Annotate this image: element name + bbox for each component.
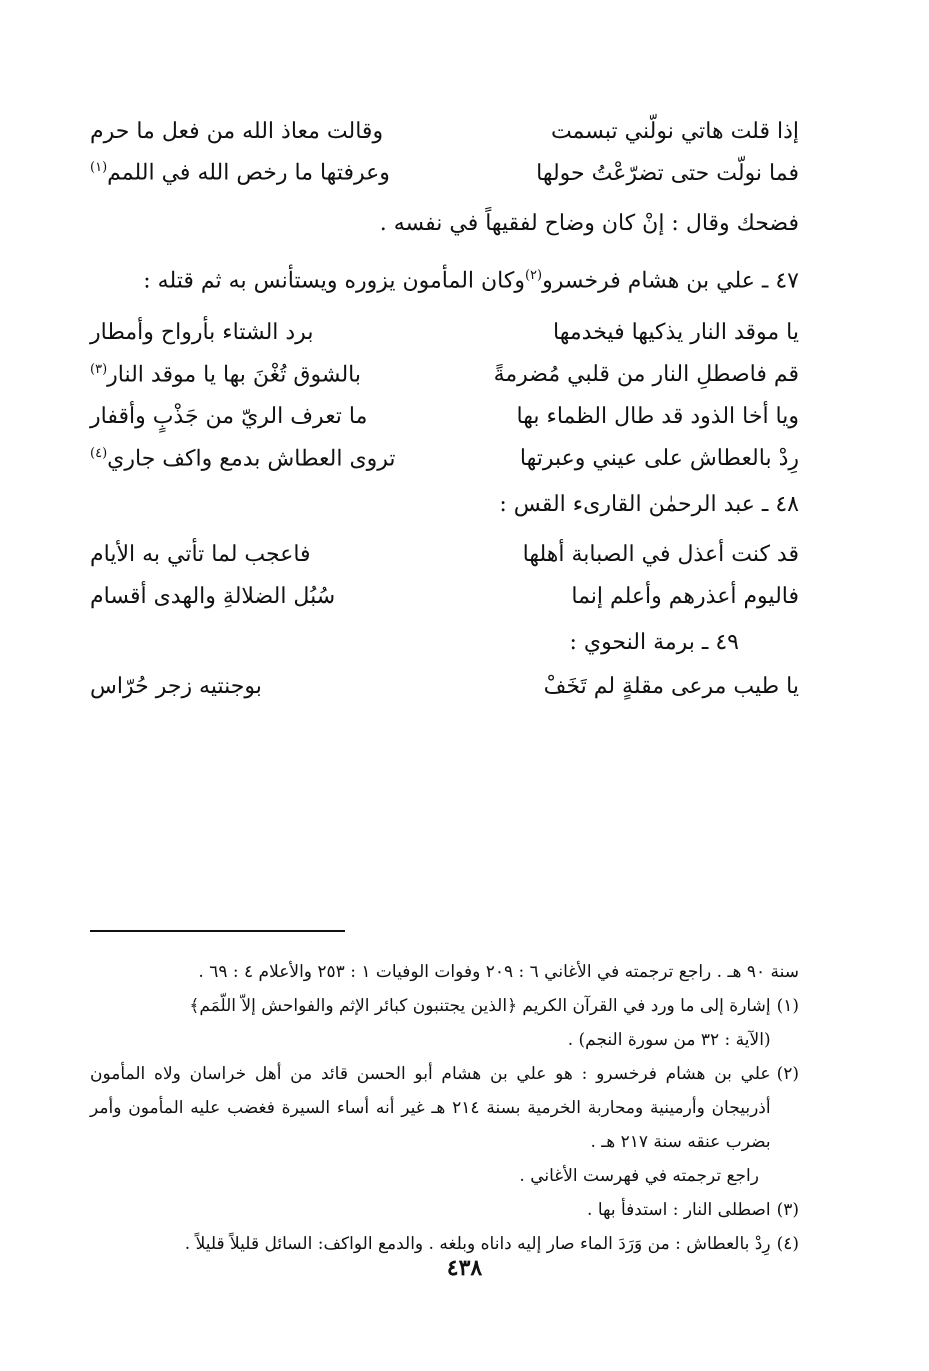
first-hemistich: إذا قلت هاتي نولّني تبسمت (550, 118, 799, 144)
first-hemistich: يا موقد النار يذكيها فيخدمها (553, 319, 799, 345)
prose-paragraph: فضحك وقال : إنْ كان وضاح لفقيهاً في نفسه . (379, 211, 799, 236)
footnote-1 (90, 989, 799, 1057)
second-hemistich (90, 362, 423, 387)
hemistich-text: تروى العطاش بدمع واكف جاري (107, 445, 396, 471)
first-hemistich: فما نولّت حتى تضرّعْتُ حولها (536, 160, 799, 186)
first-hemistich: قم فاصطلِ النار من قلبي مُضرمةً (493, 361, 799, 387)
entry-47 (90, 254, 799, 303)
footnote-text: رِدْ بالعطاش : من وَرَدَ الماء صار إليه داناه وبلغه . والدمع الواكف: السائل قليلاً قليلاً . (184, 1234, 771, 1254)
footnote-line: إشارة إلى ما ورد في القرآن الكريم ﴿الذين يجتنبون كبائر الإثم والفواحش إلاّ اللّمَم﴾ (189, 996, 771, 1016)
verse-line (90, 395, 799, 437)
verse-line (90, 353, 799, 395)
footnote-number: (٣) (776, 1200, 799, 1220)
footnote-2 (90, 1057, 799, 1159)
footnote-3 (90, 1193, 799, 1227)
verse-line (90, 437, 799, 479)
footnote-number: (١) (776, 996, 799, 1016)
poem-verses-b (90, 311, 799, 479)
verse-line (90, 110, 799, 152)
footnotes (90, 955, 799, 1261)
footnote-ref: (٢) (524, 268, 543, 283)
second-hemistich: برد الشتاء بأرواح وأمطار (90, 319, 314, 345)
page-content (90, 110, 799, 1371)
poem-verses-d (90, 665, 799, 707)
footnote-text: علي بن هشام فرخسرو : هو علي بن هشام أبو الحسن قائد من أهل خراسان ولاه المأمون أذربيجان وأرمينية ومحاربة الخرمية بسنة ٢١٤ هـ غير أنه أساء السيرة فغضب عليه المأمون وأمر بضرب عنقه سنة ٢١٧ هـ . (90, 1064, 771, 1152)
entry-name: علي بن هشام فرخسرو (542, 268, 755, 294)
footnote-ref: (١) (90, 160, 108, 176)
second-hemistich: وقالت معاذ الله من فعل ما حرم (90, 118, 384, 144)
footnote-number: (٤) (776, 1234, 799, 1254)
second-hemistich: بوجنتيه زجر حُرّاس (90, 673, 262, 699)
poem-verses-c (90, 533, 799, 617)
footnote-text (90, 989, 771, 1057)
verse-line (90, 533, 799, 575)
second-hemistich (90, 160, 423, 185)
verse-line (90, 311, 799, 353)
entry-text: وكان المأمون يزوره ويستأنس به ثم قتله : (143, 268, 525, 294)
footnote-number: (٢) (776, 1064, 799, 1084)
first-hemistich: يا طيب مرعى مقلةٍ لم تَخَفْ (543, 673, 799, 699)
page-number: ٤٣٨ (446, 1255, 483, 1281)
second-hemistich (90, 446, 423, 471)
hemistich-text: وعرفتها ما رخص الله في اللمم (107, 160, 390, 186)
entry-49: ٤٩ ـ برمة النحوي : (569, 630, 739, 656)
hemistich-text: بالشوق تُغْنَ بها يا موقد النار (107, 361, 361, 387)
footnote-ref: (٤) (90, 445, 108, 461)
footnote-2-reference (90, 1159, 799, 1193)
footnote-line: (الآية : ٣٢ من سورة النجم) . (567, 1030, 771, 1050)
first-hemistich: ويا أخا الذود قد طال الظماء بها (516, 403, 799, 429)
poem-verses-a (90, 110, 799, 194)
second-hemistich: ما تعرف الريّ من جَذْبٍ وأقفار (90, 403, 368, 429)
entry-number: ٤٧ ـ (761, 268, 799, 294)
first-hemistich: رِدْ بالعطاش على عيني وعبرتها (519, 445, 799, 471)
footnote-separator (90, 930, 345, 932)
first-hemistich: قد كنت أعذل في الصبابة أهلها (522, 541, 799, 567)
footnote-text: اصطلى النار : استدفأ بها . (587, 1200, 771, 1220)
second-hemistich: فاعجب لما تأتي به الأيام (90, 541, 311, 567)
verse-line (90, 575, 799, 617)
first-hemistich: فاليوم أعذرهم وأعلم إنما (571, 583, 799, 609)
verse-line (90, 665, 799, 707)
second-hemistich: سُبُل الضلالةِ والهدى أقسام (90, 583, 336, 609)
footnote-ref: (٣) (90, 361, 108, 377)
entry-48: ٤٨ ـ عبد الرحمٰن القارىء القس : (499, 492, 799, 518)
footnote-text: راجع ترجمته في فهرست الأغاني . (519, 1166, 759, 1186)
verse-line (90, 152, 799, 194)
footnote-continuation: سنة ٩٠ هـ . راجع ترجمته في الأغاني ٦ : ٢٠٩ وفوات الوفيات ١ : ٢٥٣ والأعلام ٤ : ٦٩ . (198, 962, 799, 982)
